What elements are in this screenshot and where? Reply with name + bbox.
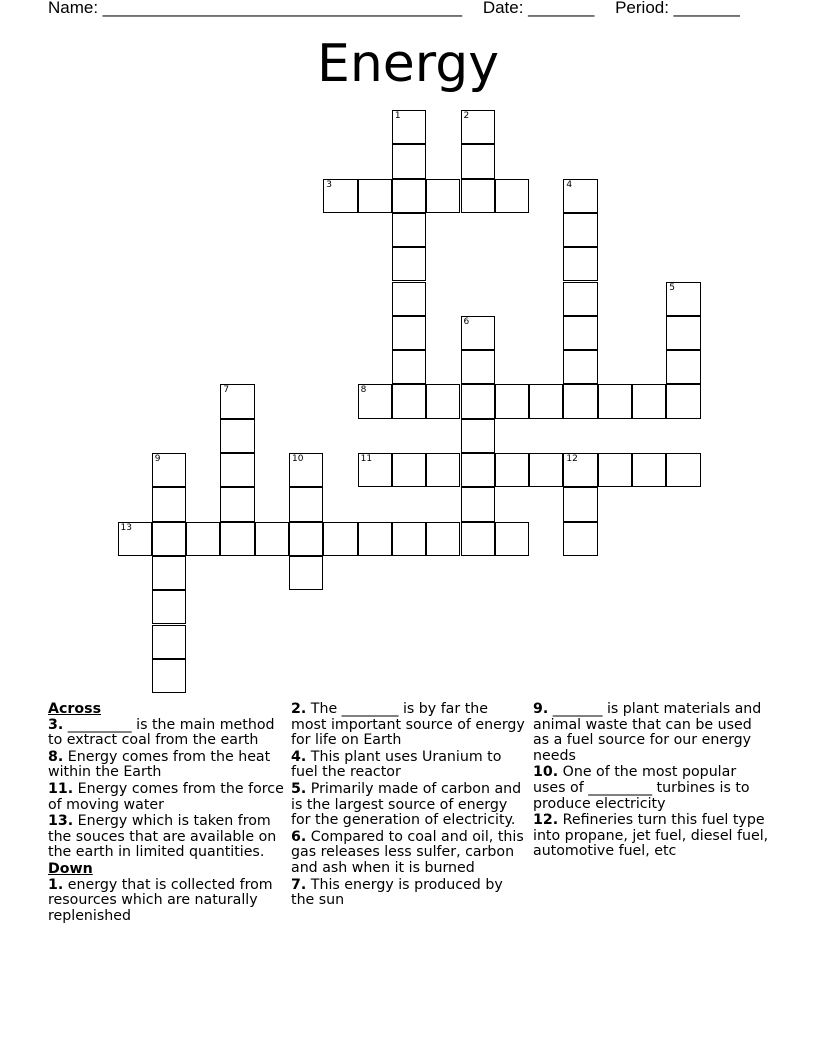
clue-number: 10 bbox=[292, 454, 304, 464]
clue-number: 4 bbox=[566, 179, 573, 190]
grid-cell[interactable] bbox=[666, 316, 700, 350]
clue-down-7: 7. This energy is produced by the sun bbox=[291, 876, 503, 909]
grid-cell[interactable] bbox=[426, 179, 460, 213]
grid-cell[interactable] bbox=[392, 110, 426, 144]
grid-cell[interactable] bbox=[461, 316, 495, 350]
grid-cell[interactable] bbox=[152, 556, 186, 590]
date-field[interactable]: Date: _______ bbox=[482, 0, 595, 17]
clue-number: 8 bbox=[360, 385, 367, 396]
grid-cell[interactable] bbox=[392, 316, 426, 350]
grid-cell[interactable] bbox=[289, 453, 323, 487]
grid-cell[interactable] bbox=[598, 453, 632, 487]
grid-cell[interactable] bbox=[220, 487, 254, 521]
grid-cell[interactable] bbox=[563, 282, 597, 316]
clue-down-10: 10. One of the most popular uses of _________ turbines is to produce electricity bbox=[533, 764, 750, 812]
grid-cell[interactable] bbox=[220, 453, 254, 487]
grid-cell[interactable] bbox=[392, 213, 426, 247]
grid-cell[interactable] bbox=[392, 350, 426, 384]
grid-cell[interactable] bbox=[461, 522, 495, 556]
grid-cell[interactable] bbox=[666, 453, 700, 487]
grid-cell[interactable] bbox=[598, 384, 632, 418]
grid-cell[interactable] bbox=[461, 179, 495, 213]
grid-cell[interactable] bbox=[529, 453, 563, 487]
across-heading: Across bbox=[48, 701, 102, 717]
down-heading: Down bbox=[48, 860, 93, 877]
clue-number: 7 bbox=[223, 385, 230, 396]
clues-column-2 bbox=[291, 702, 527, 910]
grid-cell[interactable] bbox=[358, 384, 392, 418]
grid-cell[interactable] bbox=[461, 350, 495, 384]
grid-cell[interactable] bbox=[392, 179, 426, 213]
clue-down-2: 2. The ________ is by far the most important source of energy for life on Earth bbox=[291, 701, 525, 749]
clue-number: 11 bbox=[360, 454, 373, 464]
grid-cell[interactable] bbox=[461, 487, 495, 521]
grid-cell[interactable] bbox=[323, 179, 357, 213]
grid-cell[interactable] bbox=[392, 453, 426, 487]
grid-cell[interactable] bbox=[666, 350, 700, 384]
grid-cell[interactable] bbox=[392, 522, 426, 556]
grid-cell[interactable] bbox=[563, 453, 597, 487]
grid-cell[interactable] bbox=[666, 282, 700, 316]
grid-cell[interactable] bbox=[255, 522, 289, 556]
grid-cell[interactable] bbox=[358, 453, 392, 487]
clue-number: 5 bbox=[669, 282, 676, 293]
clue-down-6: 6. Compared to coal and oil, this gas releases less sulfer, carbon and ash when it is burned bbox=[291, 828, 524, 876]
grid-cell[interactable] bbox=[289, 522, 323, 556]
clue-down-9: 9. _______ is plant materials and animal waste that can be used as a fuel source for our energy needs bbox=[533, 701, 762, 764]
grid-cell[interactable] bbox=[529, 384, 563, 418]
grid-cell[interactable] bbox=[152, 487, 186, 521]
grid-cell[interactable] bbox=[632, 453, 666, 487]
grid-cell[interactable] bbox=[563, 316, 597, 350]
grid-cell[interactable] bbox=[666, 384, 700, 418]
grid-cell[interactable] bbox=[220, 419, 254, 453]
clue-number: 2 bbox=[463, 111, 470, 121]
grid-cell[interactable] bbox=[563, 179, 597, 213]
grid-cell[interactable] bbox=[461, 110, 495, 144]
grid-cell[interactable] bbox=[220, 522, 254, 556]
grid-cell[interactable] bbox=[358, 179, 392, 213]
clue-down-4: 4. This plant uses Uranium to fuel the reactor bbox=[291, 748, 502, 781]
clue-number: 12 bbox=[566, 454, 578, 464]
grid-cell[interactable] bbox=[152, 659, 186, 693]
grid-cell[interactable] bbox=[461, 384, 495, 418]
grid-cell[interactable] bbox=[495, 522, 529, 556]
grid-cell[interactable] bbox=[220, 384, 254, 418]
clue-number: 13 bbox=[120, 522, 132, 533]
clue-number: 3 bbox=[326, 179, 333, 190]
grid-cell[interactable] bbox=[392, 144, 426, 178]
grid-cell[interactable] bbox=[563, 247, 597, 281]
clue-number: 1 bbox=[394, 111, 401, 121]
grid-cell[interactable] bbox=[461, 419, 495, 453]
grid-cell[interactable] bbox=[461, 144, 495, 178]
grid-cell[interactable] bbox=[186, 522, 220, 556]
clue-number: 9 bbox=[154, 454, 161, 464]
grid-cell[interactable] bbox=[563, 384, 597, 418]
clue-across-3: 3. _________ is the main method to extract coal from the earth bbox=[48, 716, 275, 749]
grid-cell[interactable] bbox=[495, 453, 529, 487]
grid-cell[interactable] bbox=[495, 384, 529, 418]
period-field[interactable]: Period: _______ bbox=[615, 0, 740, 17]
grid-cell[interactable] bbox=[358, 522, 392, 556]
grid-cell[interactable] bbox=[563, 522, 597, 556]
grid-cell[interactable] bbox=[426, 522, 460, 556]
grid-cell[interactable] bbox=[289, 487, 323, 521]
grid-cell[interactable] bbox=[323, 522, 357, 556]
clues-column-1 bbox=[48, 702, 284, 925]
puzzle-title: Energy bbox=[316, 34, 500, 94]
grid-cell[interactable] bbox=[392, 282, 426, 316]
clue-across-8: 8. Energy comes from the heat within the Earth bbox=[48, 748, 271, 781]
grid-cell[interactable] bbox=[563, 213, 597, 247]
clue-across-11: 11. Energy comes from the force of moving water bbox=[48, 780, 284, 813]
grid-cell[interactable] bbox=[632, 384, 666, 418]
clue-down-5: 5. Primarily made of carbon and is the largest source of energy for the generation of electricity. bbox=[291, 780, 522, 829]
grid-cell[interactable] bbox=[152, 590, 186, 624]
grid-cell[interactable] bbox=[152, 625, 186, 659]
clue-down-12: 12. Refineries turn this fuel type into propane, jet fuel, diesel fuel, automotive fuel, etc bbox=[533, 812, 769, 860]
grid-cell[interactable] bbox=[426, 453, 460, 487]
grid-cell[interactable] bbox=[426, 384, 460, 418]
grid-cell[interactable] bbox=[289, 556, 323, 590]
grid-cell[interactable] bbox=[563, 487, 597, 521]
name-field[interactable]: Name: ______________________________________ bbox=[48, 0, 463, 17]
grid-cell[interactable] bbox=[461, 453, 495, 487]
grid-cell[interactable] bbox=[392, 247, 426, 281]
clue-across-13: 13. Energy which is taken from the souces that are available on the earth in limited quantities. bbox=[48, 813, 277, 861]
grid-cell[interactable] bbox=[152, 522, 186, 556]
clues-column-3 bbox=[533, 702, 769, 861]
clue-down-1: 1. energy that is collected from resources which are naturally replenished bbox=[48, 876, 273, 924]
grid-cell[interactable] bbox=[392, 384, 426, 418]
grid-cell[interactable] bbox=[563, 350, 597, 384]
grid-cell[interactable] bbox=[152, 453, 186, 487]
grid-cell[interactable] bbox=[118, 522, 152, 556]
clue-number: 6 bbox=[463, 316, 470, 327]
grid-cell[interactable] bbox=[495, 179, 529, 213]
